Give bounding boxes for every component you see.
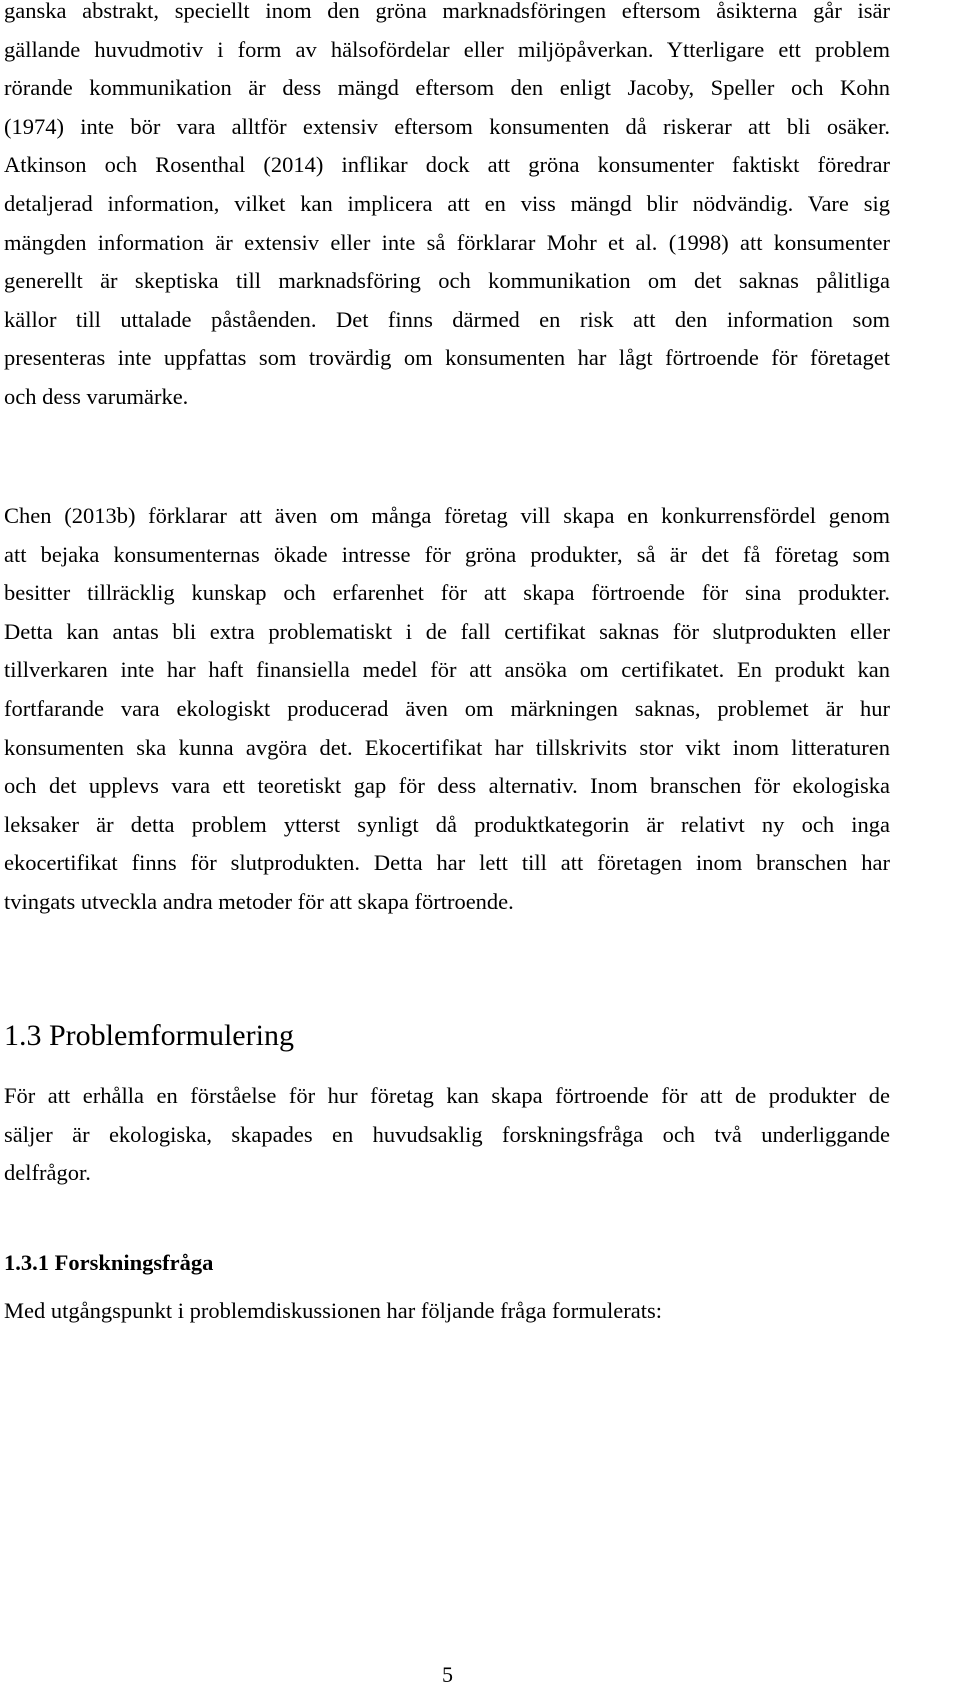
text-line: och dess varumärke. [4,383,189,409]
text-line: gällande huvudmotiv i form av hälsofördelar eller miljöpåverkan. Ytterligare ett problem [4,36,890,62]
body-paragraph [4,0,890,417]
text-line: tvingats utveckla andra metoder för att skapa förtroende. [4,888,514,914]
body-paragraph [4,497,890,922]
text-line: För att erhålla en förståelse för hur företag kan skapa förtroende för att de produkter de [4,1083,890,1108]
text-line: tillverkaren inte har haft finansiella medel för att ansöka om certifikatet. En produkt kan [4,657,890,683]
section-heading: 1.3 Problemformulering [4,1019,294,1052]
text-line: besitter tillräcklig kunskap och erfarenhet för att skapa förtroende för sina produkter. [4,580,890,606]
text-line: konsumenten ska kunna avgöra det. Ekocertifikat har tillskrivits stor vikt inom litteraturen [4,734,890,760]
text-line: säljer är ekologiska, skapades en huvudsaklig forskningsfråga och två underliggande [4,1121,890,1147]
text-line: Chen (2013b) förklarar att även om många företag vill skapa en konkurrensfördel genom [4,503,890,528]
text-line: leksaker är detta problem ytterst synligt då produktkategorin är relativt ny och inga [4,811,890,837]
subsection-heading: 1.3.1 Forskningsfråga [4,1250,214,1275]
body-paragraph [4,1292,890,1331]
text-line: Detta kan antas bli extra problematiskt i de fall certifikat saknas för slutprodukten eller [4,618,890,644]
text-line: ganska abstrakt, speciellt inom den gröna marknadsföringen eftersom åsikterna går isär [4,0,890,23]
text-line: ekocertifikat finns för slutprodukten. Detta har lett till att företagen inom branschen har [4,850,890,876]
text-line: Med utgångspunkt i problemdiskussionen har följande fråga formulerats: [4,1298,662,1323]
text-line: Atkinson och Rosenthal (2014) inflikar dock att gröna konsumenter faktiskt föredrar [4,152,890,178]
text-line: generellt är skeptiska till marknadsföring och kommunikation om det saknas pålitliga [4,268,890,294]
text-line: presenteras inte uppfattas som trovärdig om konsumenten har lågt förtroende för företaget [4,345,890,371]
page-number: 5 [442,1662,453,1687]
text-line: källor till uttalade påståenden. Det finns därmed en risk att den information som [4,306,890,332]
body-paragraph [4,1077,890,1193]
text-line: mängden information är extensiv eller inte så förklarar Mohr et al. (1998) att konsumenter [4,229,890,255]
text-line: att bejaka konsumenternas ökade intresse för gröna produkter, så är det få företag som [4,541,890,567]
text-line: och det upplevs vara ett teoretiskt gap för dess alternativ. Inom branschen för ekologiska [4,773,890,799]
text-line: detaljerad information, vilket kan implicera att en viss mängd blir nödvändig. Vare sig [4,190,890,216]
text-line: rörande kommunikation är dess mängd eftersom den enligt Jacoby, Speller och Kohn [4,75,890,101]
text-line: fortfarande vara ekologiskt producerad även om märkningen saknas, problemet är hur [4,695,890,721]
text-line: (1974) inte bör vara alltför extensiv eftersom konsumenten då riskerar att bli osäker. [4,113,890,139]
text-line: delfrågor. [4,1160,91,1186]
